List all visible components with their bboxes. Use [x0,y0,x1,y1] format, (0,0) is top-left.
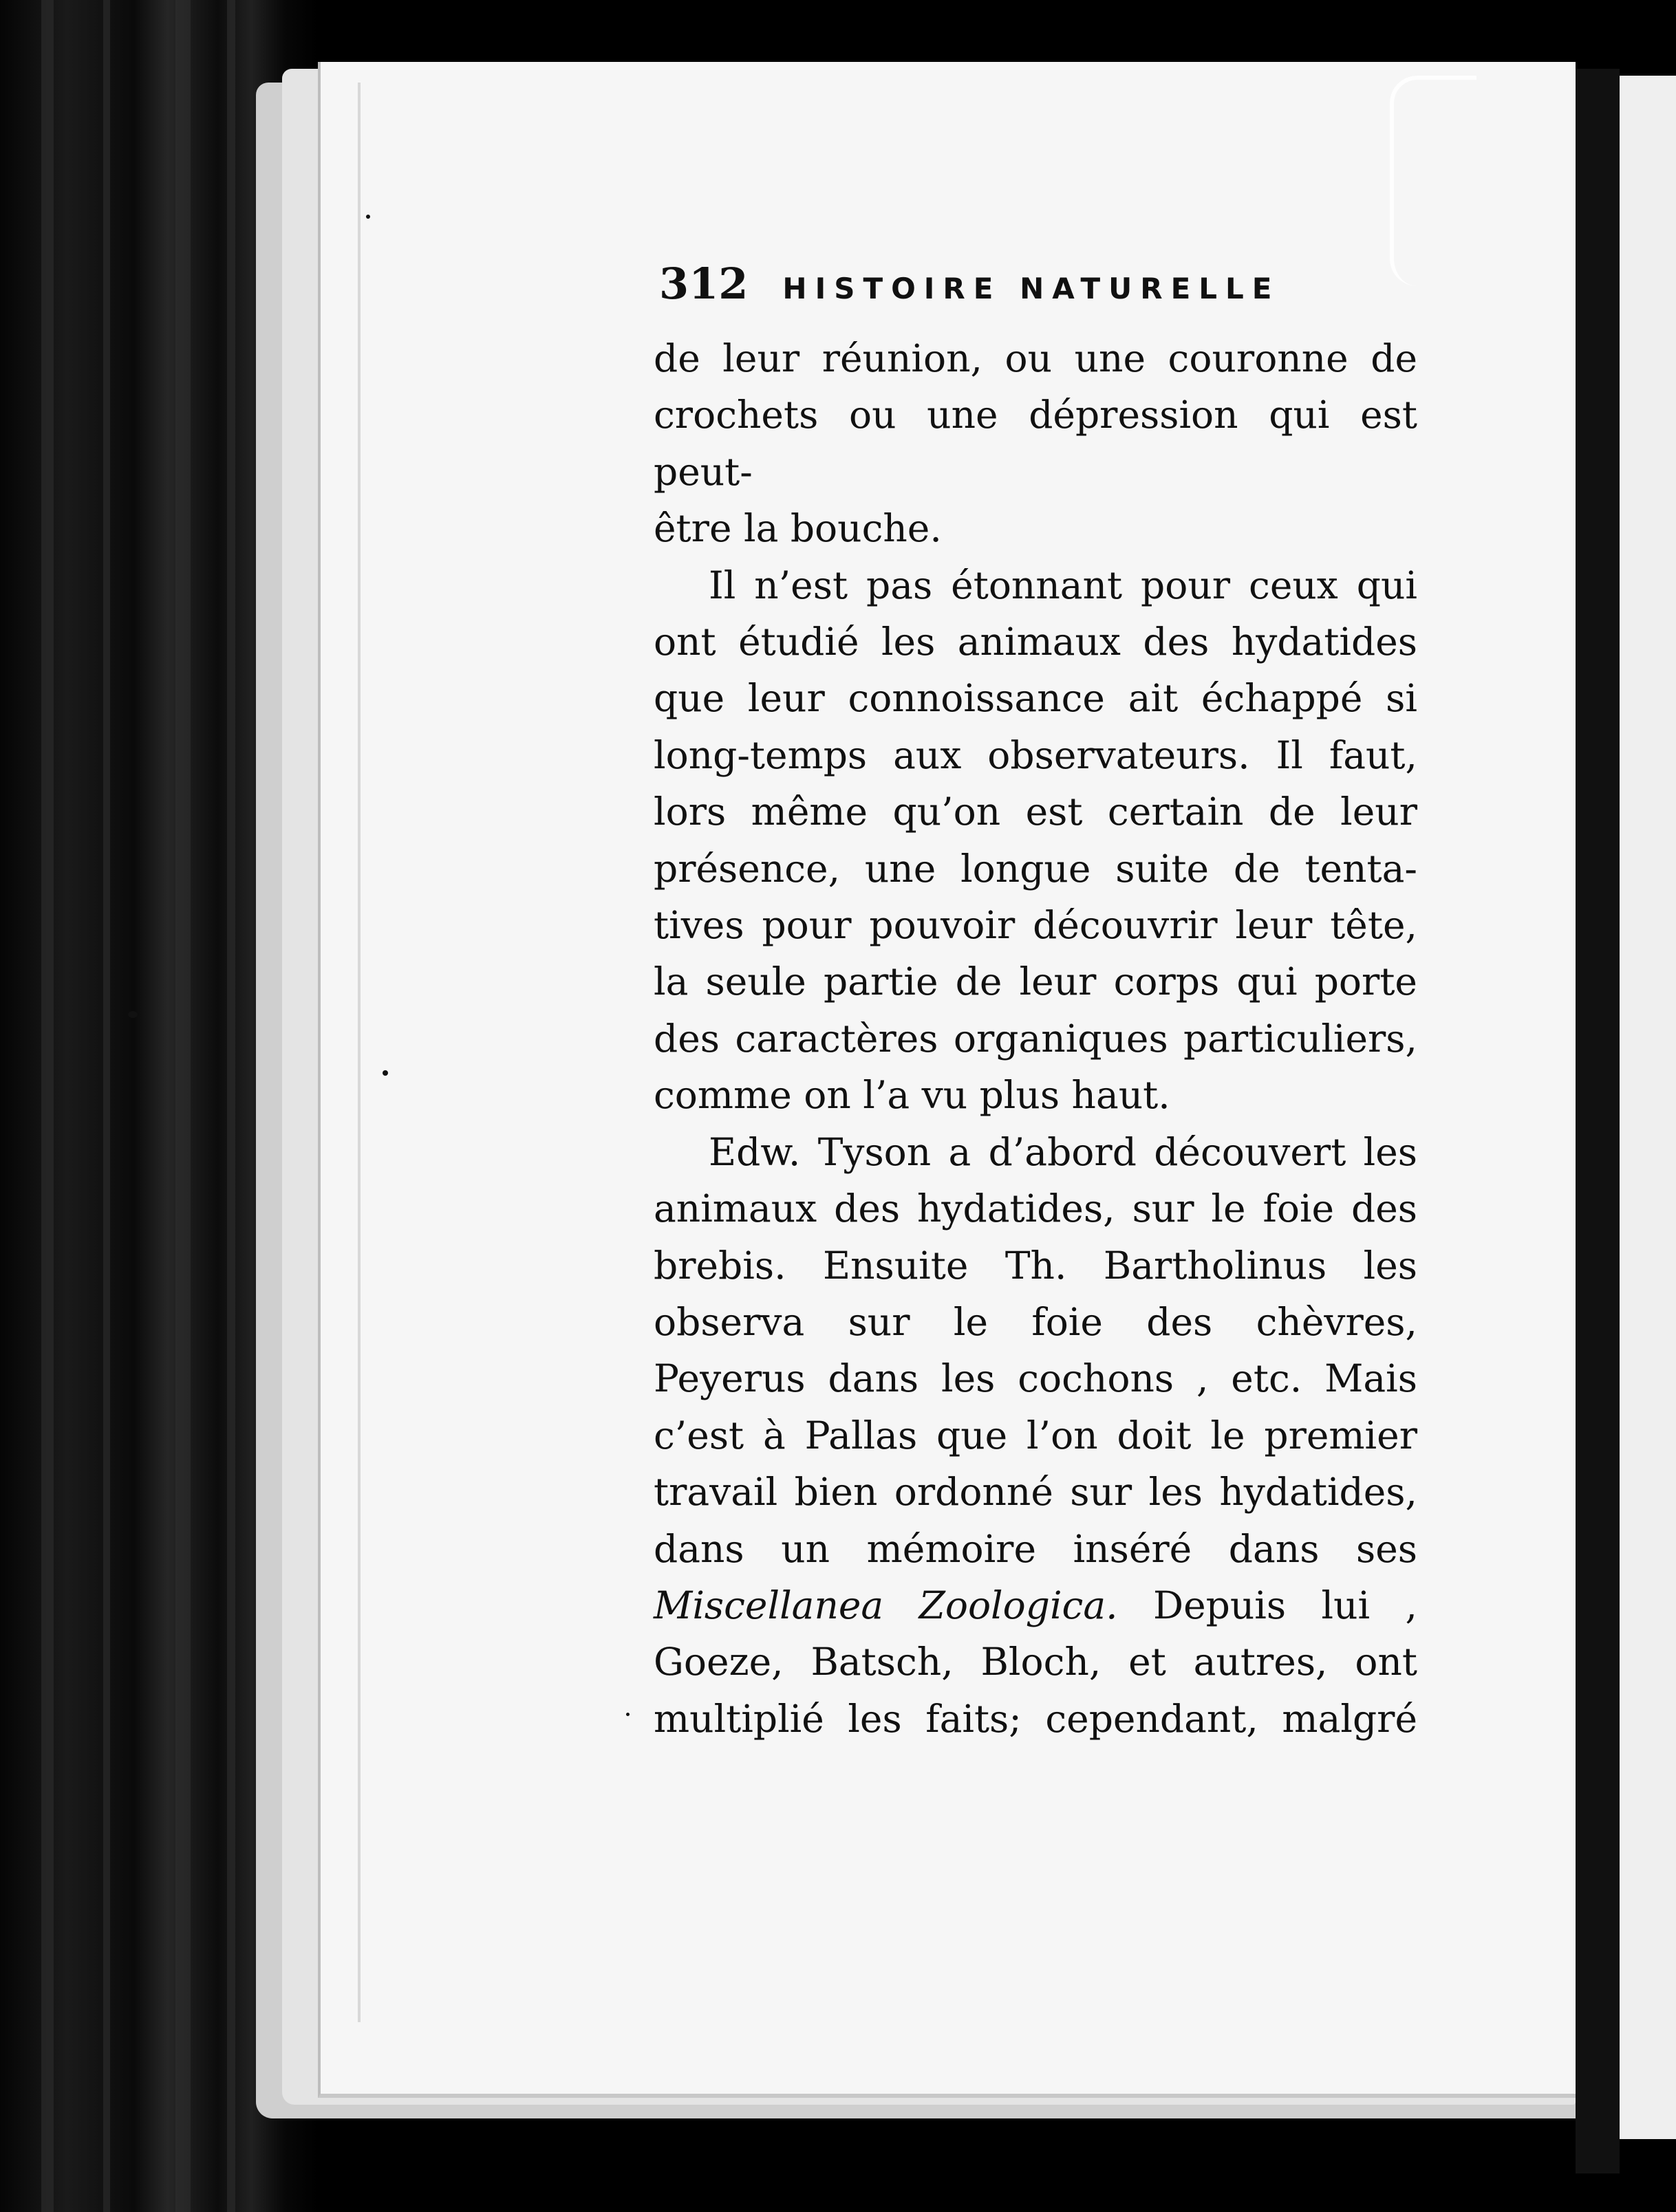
dust-speck [383,1070,388,1076]
binding-streak [227,0,235,2212]
text-line: long-temps aux observateurs. Il faut, [654,733,1417,777]
text-run: Edw. Tyson a d’abord découvert les animaux des hydatides, sur le foie des brebis. Ensuite Th. Bartholinus les observa sur le foie des chèvres, Peyerus dans les cochons , etc. Mais c’est à Pallas que l’on doit le premier travail bien ordonné sur les hydatides, dans un mémoire inséré dans ses [654,1129,1417,1571]
spine-shadow [1576,69,1620,2173]
binding-streak [41,0,54,2212]
text-line: Il n’est pas étonnant pour ceux qui [709,563,1417,607]
text-line: crochets ou une dépression qui est peut- [654,393,1417,494]
text-run: Depuis lui , Goeze, Batsch, Bloch, et autres, ont multiplié les faits; cependant, malgré [654,1583,1417,1741]
text-line: ont étudié les animaux des hydatides [654,620,1417,664]
text-line: tives pour pouvoir découvrir leur tête, [654,903,1417,948]
binding-streak [103,0,110,2212]
handwritten-mark [1390,76,1476,286]
dust-speck [366,215,370,219]
body-text [654,330,1417,1747]
text-line: présence, une longue suite de tenta- [654,846,1417,891]
text-line: que leur connoissance ait échappé si [654,676,1417,721]
dust-speck [128,1011,138,1018]
facing-page-sliver [1620,76,1676,2139]
paragraph [654,1124,1417,1747]
dust-speck [626,1713,630,1716]
page-header [659,259,1361,327]
paragraph [654,330,1417,557]
text-line: de leur réunion, ou une couronne de [654,336,1417,380]
text-line: la seule partie de leur corps qui porte [654,959,1417,1004]
paragraph [654,557,1417,1124]
text-line: des caractères organiques particuliers, [654,1016,1417,1061]
running-head: HISTOIRE NATURELLE [782,272,1280,305]
page-inner-edge [358,83,361,2022]
text-line: lors même qu’on est certain de leur [654,790,1417,834]
italic-title: Miscellanea Zoologica. [654,1583,1118,1627]
text-line: être la bouche. [654,506,942,551]
binding-streak [175,0,191,2212]
page-number: 312 [659,259,749,309]
text-line: comme on l’a vu plus haut. [654,1073,1170,1118]
